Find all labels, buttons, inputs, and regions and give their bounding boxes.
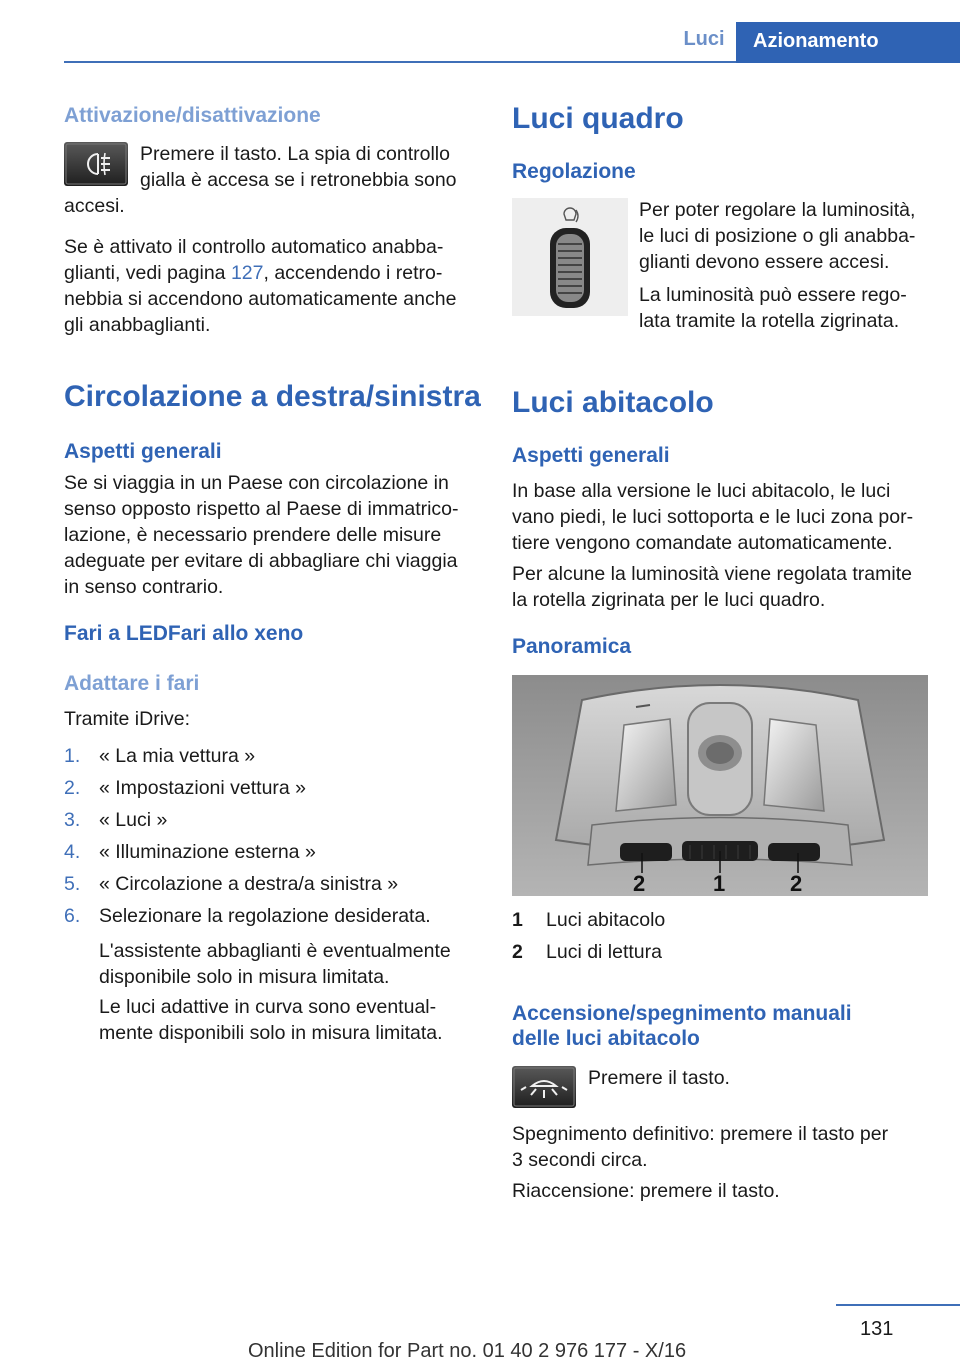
header-chapter-tab: Azionamento <box>736 22 960 63</box>
attivazione-text-1: Premere il tasto. La spia di controllo <box>140 143 450 165</box>
quadro-line: le luci di posizione o gli anabba- <box>639 225 916 247</box>
quadro-line: lata tramite la rotella zigrinata. <box>639 310 900 332</box>
abitacolo-line: In base alla versione le luci abitacolo, le luci <box>512 480 891 502</box>
step-text: Selezionare la regolazione desiderata. <box>99 905 431 927</box>
step-text: « Luci » <box>99 809 168 831</box>
figure-label: 2 <box>633 871 646 896</box>
legend-number: 1 <box>512 909 523 931</box>
auto-text-3: nebbia si accendono automaticamente anche <box>64 288 457 310</box>
heading-luci-quadro: Luci quadro <box>512 102 684 135</box>
step-number: 4. <box>64 841 81 863</box>
note-text: disponibile solo in misura limitata. <box>99 966 390 988</box>
attivazione-text-3: accesi. <box>64 195 125 217</box>
legend-number: 2 <box>512 941 523 963</box>
fari-intro: Tramite iDrive: <box>64 708 191 730</box>
footer-edition: Online Edition for Part no. 01 40 2 976 177 - X/16 <box>248 1340 687 1362</box>
step-number: 2. <box>64 777 81 799</box>
overhead-console-figure <box>512 675 928 896</box>
page-number: 131 <box>860 1318 894 1340</box>
step-number: 3. <box>64 809 81 831</box>
abitacolo-line: vano piedi, le luci sottoporta e le luci zona por- <box>512 506 914 528</box>
auto-text-2: glianti, vedi pagina 127, accendendo i retro- <box>64 262 443 284</box>
attivazione-text-2: gialla è accesa se i retronebbia sono <box>140 169 457 191</box>
step-number: 1. <box>64 745 81 767</box>
subheading-panoramica: Panoramica <box>512 635 632 658</box>
circolazione-line: lazione, è necessario prendere delle misure <box>64 524 442 546</box>
heading-luci-abitacolo: Luci abitacolo <box>512 386 714 419</box>
off-text-1: Spegnimento definitivo: premere il tasto per <box>512 1123 889 1145</box>
circolazione-line: adeguate per evitare di abbagliare chi viaggia <box>64 550 458 572</box>
step-text: « Impostazioni vettura » <box>99 777 307 799</box>
abitacolo-line: la rotella zigrinata per le luci quadro. <box>512 589 826 611</box>
step-text: « La mia vettura » <box>99 745 256 767</box>
thumbwheel-icon <box>512 198 628 316</box>
auto-text-4: gli anabbaglianti. <box>64 314 211 336</box>
heading-fari: Fari a LEDFari allo xeno <box>64 622 304 645</box>
quadro-line: glianti devono essere accesi. <box>639 251 890 273</box>
step-number: 6. <box>64 905 81 927</box>
step-number: 5. <box>64 873 81 895</box>
quadro-line: Per poter regolare la luminosità, <box>639 199 916 221</box>
heading-manual-2: delle luci abitacolo <box>512 1027 700 1050</box>
legend-text: Luci di lettura <box>546 941 662 963</box>
figure-label: 1 <box>713 871 726 896</box>
legend-text: Luci abitacolo <box>546 909 666 931</box>
circolazione-line: Se si viaggia in un Paese con circolazione in <box>64 472 449 494</box>
circolazione-line: in senso contrario. <box>64 576 224 598</box>
auto-text-1: Se è attivato il controllo automatico anabba- <box>64 236 444 258</box>
abitacolo-line: Per alcune la luminosità viene regolata tramite <box>512 563 912 585</box>
manual-text: Premere il tasto. <box>588 1067 730 1089</box>
subheading-aspetti-generali-right: Aspetti generali <box>512 444 670 467</box>
heading-circolazione: Circolazione a destra/sinistra <box>64 380 481 413</box>
interior-light-button-icon <box>512 1066 576 1108</box>
subheading-aspetti-generali-left: Aspetti generali <box>64 440 222 463</box>
step-text: « Circolazione a destra/a sinistra » <box>99 873 399 895</box>
rear-fog-button-icon <box>64 142 128 186</box>
circolazione-line: senso opposto rispetto al Paese di immatrico- <box>64 498 459 520</box>
step-text: « Illuminazione esterna » <box>99 841 316 863</box>
note-text: L'assistente abbaglianti è eventualmente <box>99 940 451 962</box>
page-link[interactable]: 127 <box>230 262 264 284</box>
heading-attivazione: Attivazione/disattivazione <box>64 104 321 127</box>
figure-label: 2 <box>790 871 803 896</box>
note-text: Le luci adattive in curva sono eventual- <box>99 996 437 1018</box>
quadro-line: La luminosità può essere rego- <box>639 284 907 306</box>
subheading-regolazione: Regolazione <box>512 160 636 183</box>
on-text: Riaccensione: premere il tasto. <box>512 1180 780 1202</box>
subheading-adattare-fari: Adattare i fari <box>64 672 200 695</box>
off-text-2: 3 secondi circa. <box>512 1149 648 1171</box>
header-section: Luci <box>683 28 725 50</box>
footer-rule <box>836 1304 960 1306</box>
abitacolo-line: tiere vengono comandate automaticamente. <box>512 532 893 554</box>
heading-manual-1: Accensione/spegnimento manuali <box>512 1002 852 1025</box>
note-text: mente disponibili solo in misura limitata. <box>99 1022 443 1044</box>
